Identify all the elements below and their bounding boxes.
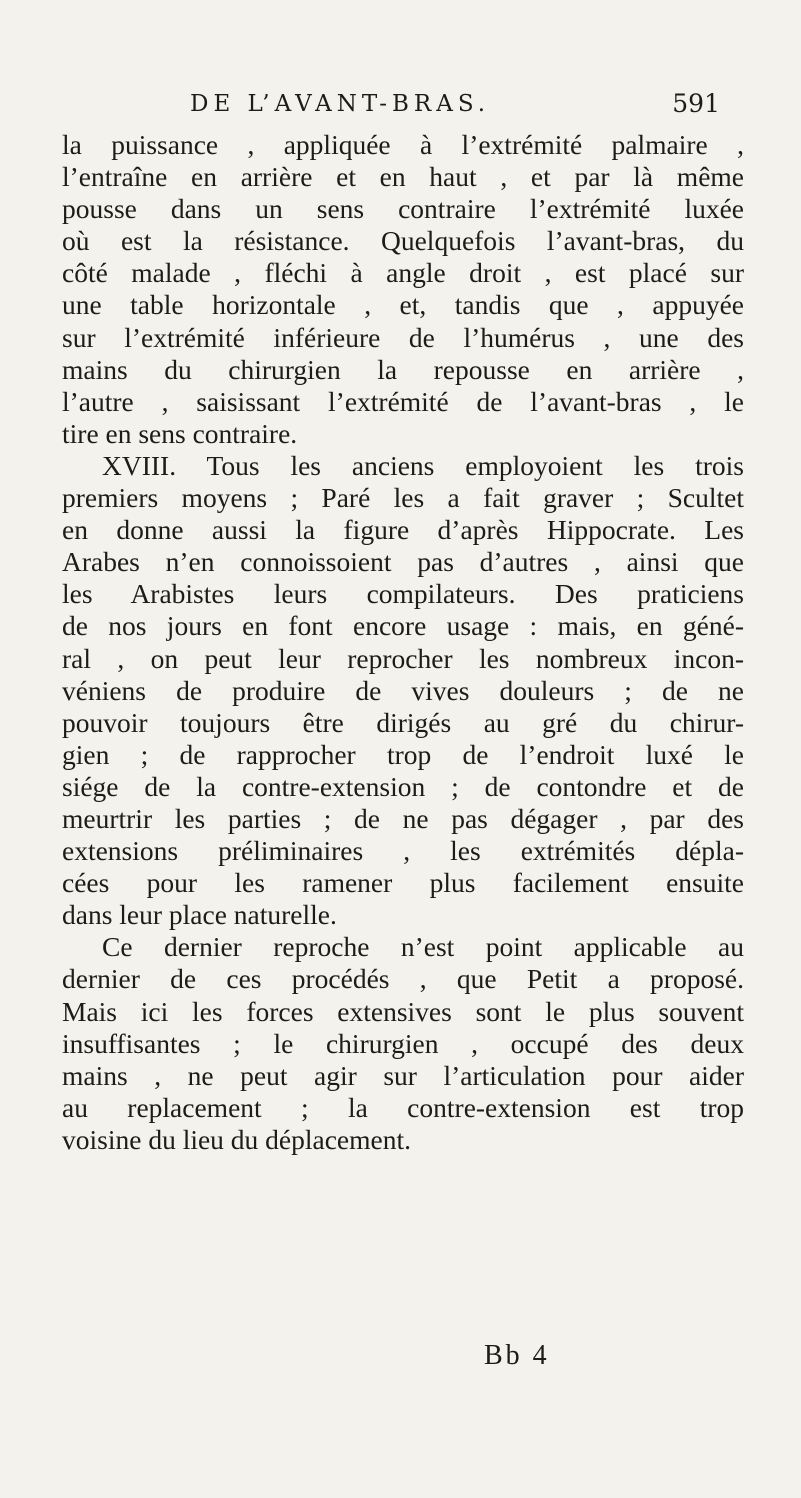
text-line: mains du chirurgien la repousse en arrière , <box>62 353 744 385</box>
text-line: premiers moyens ; Paré les a fait graver ; Scultet <box>62 482 744 514</box>
text-line: l’entraîne en arrière et en haut , et par là même <box>62 161 744 193</box>
text-line: sur l’extrémité inférieure de l’humérus , une des <box>62 321 744 353</box>
body-text <box>62 129 744 1156</box>
text-line: Mais ici les forces extensives sont le plus souvent <box>62 995 744 1027</box>
text-line: l’autre , saisissant l’extrémité de l’avant-bras , le <box>62 385 744 417</box>
text-line: la puissance , appliquée à l’extrémité palmaire , <box>62 129 744 160</box>
text-line: au replacement ; la contre-extension est trop <box>62 1091 744 1123</box>
text-line: mains , ne peut agir sur l’articulation pour aider <box>62 1059 744 1091</box>
text-line: dernier de ces procédés , que Petit a proposé. <box>62 963 744 995</box>
text-line: pouvoir toujours être dirigés au gré du chirur- <box>62 706 744 738</box>
text-line: insuffisantes ; le chirurgien , occupé des deux <box>62 1027 744 1059</box>
page-number: 591 <box>672 89 720 118</box>
text-line: meurtrir les parties ; de ne pas dégager , par des <box>62 802 744 834</box>
text-line: de nos jours en font encore usage : mais, en géné- <box>62 610 744 642</box>
text-line: extensions préliminaires , les extrémités dépla- <box>62 835 744 867</box>
text-line: voisine du lieu du déplacement. <box>62 1123 412 1155</box>
text-line: Ce dernier reproche n’est point applicable au <box>102 931 744 963</box>
text-line: une table horizontale , et, tandis que , appuyée <box>62 289 744 321</box>
text-line: tire en sens contraire. <box>62 417 298 449</box>
text-line: Arabes n’en connoissoient pas d’autres , ainsi que <box>62 546 744 578</box>
text-line: siége de la contre-extension ; de contondre et de <box>62 770 744 802</box>
text-line: cées pour les ramener plus facilement ensuite <box>62 867 744 899</box>
text-line: gien ; de rapprocher trop de l’endroit luxé le <box>62 738 744 770</box>
signature-mark: Bb 4 <box>484 1340 550 1371</box>
text-line: véniens de produire de vives douleurs ; de ne <box>62 674 744 706</box>
text-line: ral , on peut leur reprocher les nombreux incon- <box>62 642 744 674</box>
text-line: en donne aussi la figure d’après Hippocrate. Les <box>62 514 744 546</box>
text-line: dans leur place naturelle. <box>62 899 337 931</box>
running-head <box>160 84 720 124</box>
running-head-title: DE L’AVANT-BRAS. <box>190 91 491 117</box>
text-line: côté malade , fléchi à angle droit , est placé sur <box>62 257 744 289</box>
text-line: XVIII. Tous les anciens employoient les trois <box>102 449 744 481</box>
text-line: où est la résistance. Quelquefois l’avant-bras, du <box>62 225 744 257</box>
text-line: pousse dans un sens contraire l’extrémité luxée <box>62 193 744 225</box>
text-line: les Arabistes leurs compilateurs. Des praticiens <box>62 578 744 610</box>
